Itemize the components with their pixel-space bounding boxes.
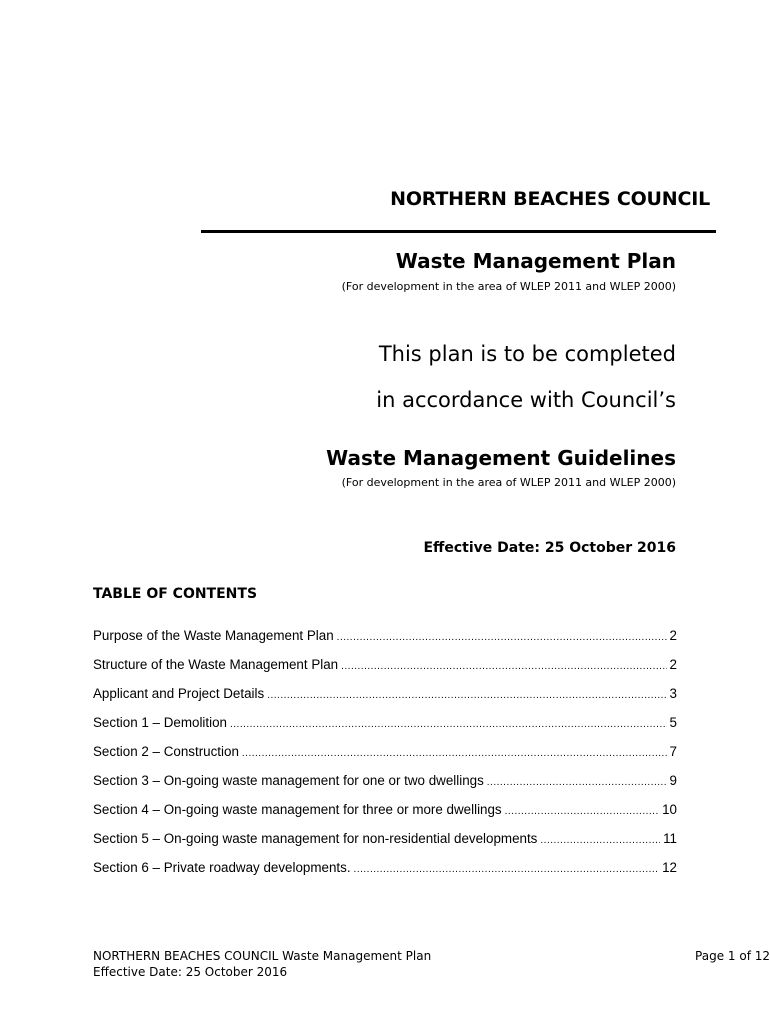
toc-leader: [354, 864, 660, 875]
intro-line-1: This plan is to be completed: [378, 342, 676, 366]
toc-entry-title: Purpose of the Waste Management Plan: [93, 628, 334, 643]
document-title: Waste Management Plan: [395, 249, 676, 273]
toc-leader: [230, 719, 667, 730]
toc-leader: [505, 806, 659, 817]
toc-entry[interactable]: [93, 715, 677, 744]
toc-entry[interactable]: [93, 831, 677, 860]
toc-entry-title: Section 3 – On-going waste management for one or two dwellings: [93, 773, 484, 788]
toc-entry-title: Section 5 – On-going waste management for non-residential developments: [93, 831, 538, 846]
toc-entry[interactable]: [93, 802, 677, 831]
toc-entry-title: Section 2 – Construction: [93, 744, 239, 759]
toc-leader: [540, 835, 660, 846]
toc-entry-page: 2: [669, 628, 677, 643]
toc-entry-page: 10: [662, 802, 677, 817]
document-title-subtitle: (For development in the area of WLEP 2011 and WLEP 2000): [341, 280, 676, 293]
toc-heading: TABLE OF CONTENTS: [93, 586, 258, 602]
page-number: Page 1 of 12: [695, 949, 770, 963]
toc-entry[interactable]: [93, 628, 677, 657]
toc-entry-title: Applicant and Project Details: [93, 686, 265, 701]
page-footer: [93, 948, 431, 980]
toc-entry-page: 2: [669, 657, 677, 672]
effective-date: Effective Date: 25 October 2016: [423, 540, 676, 556]
toc-entry-page: 7: [669, 744, 677, 759]
toc-entry-page: 12: [662, 860, 677, 875]
toc-entry-page: 5: [669, 715, 677, 730]
toc-entry-title: Section 6 – Private roadway developments.: [93, 860, 351, 875]
guidelines-subtitle: (For development in the area of WLEP 2011 and WLEP 2000): [341, 476, 676, 489]
toc-entry-page: 9: [669, 773, 677, 788]
toc-leader: [242, 748, 667, 759]
toc-leader: [487, 777, 667, 788]
toc-entry-page: 11: [663, 831, 677, 846]
toc-entry-title: Structure of the Waste Management Plan: [93, 657, 339, 672]
header-rule: [201, 230, 716, 233]
toc-entry-title: Section 1 – Demolition: [93, 715, 227, 730]
intro-line-2: in accordance with Council’s: [376, 388, 676, 412]
toc-leader: [341, 661, 666, 672]
toc-entry[interactable]: [93, 773, 677, 802]
toc-leader: [267, 690, 666, 701]
footer-document-name: NORTHERN BEACHES COUNCIL Waste Management Plan: [93, 949, 432, 963]
organization-name: NORTHERN BEACHES COUNCIL: [390, 188, 710, 210]
toc-entry[interactable]: [93, 686, 677, 715]
toc-entry-page: 3: [669, 686, 677, 701]
toc-entry[interactable]: [93, 744, 677, 773]
guidelines-title: Waste Management Guidelines: [326, 446, 676, 470]
toc-entry[interactable]: [93, 860, 677, 889]
table-of-contents: [93, 628, 677, 889]
footer-effective-date: Effective Date: 25 October 2016: [93, 965, 288, 979]
toc-entry[interactable]: [93, 657, 677, 686]
toc-leader: [337, 632, 667, 643]
toc-entry-title: Section 4 – On-going waste management for three or more dwellings: [93, 802, 502, 817]
